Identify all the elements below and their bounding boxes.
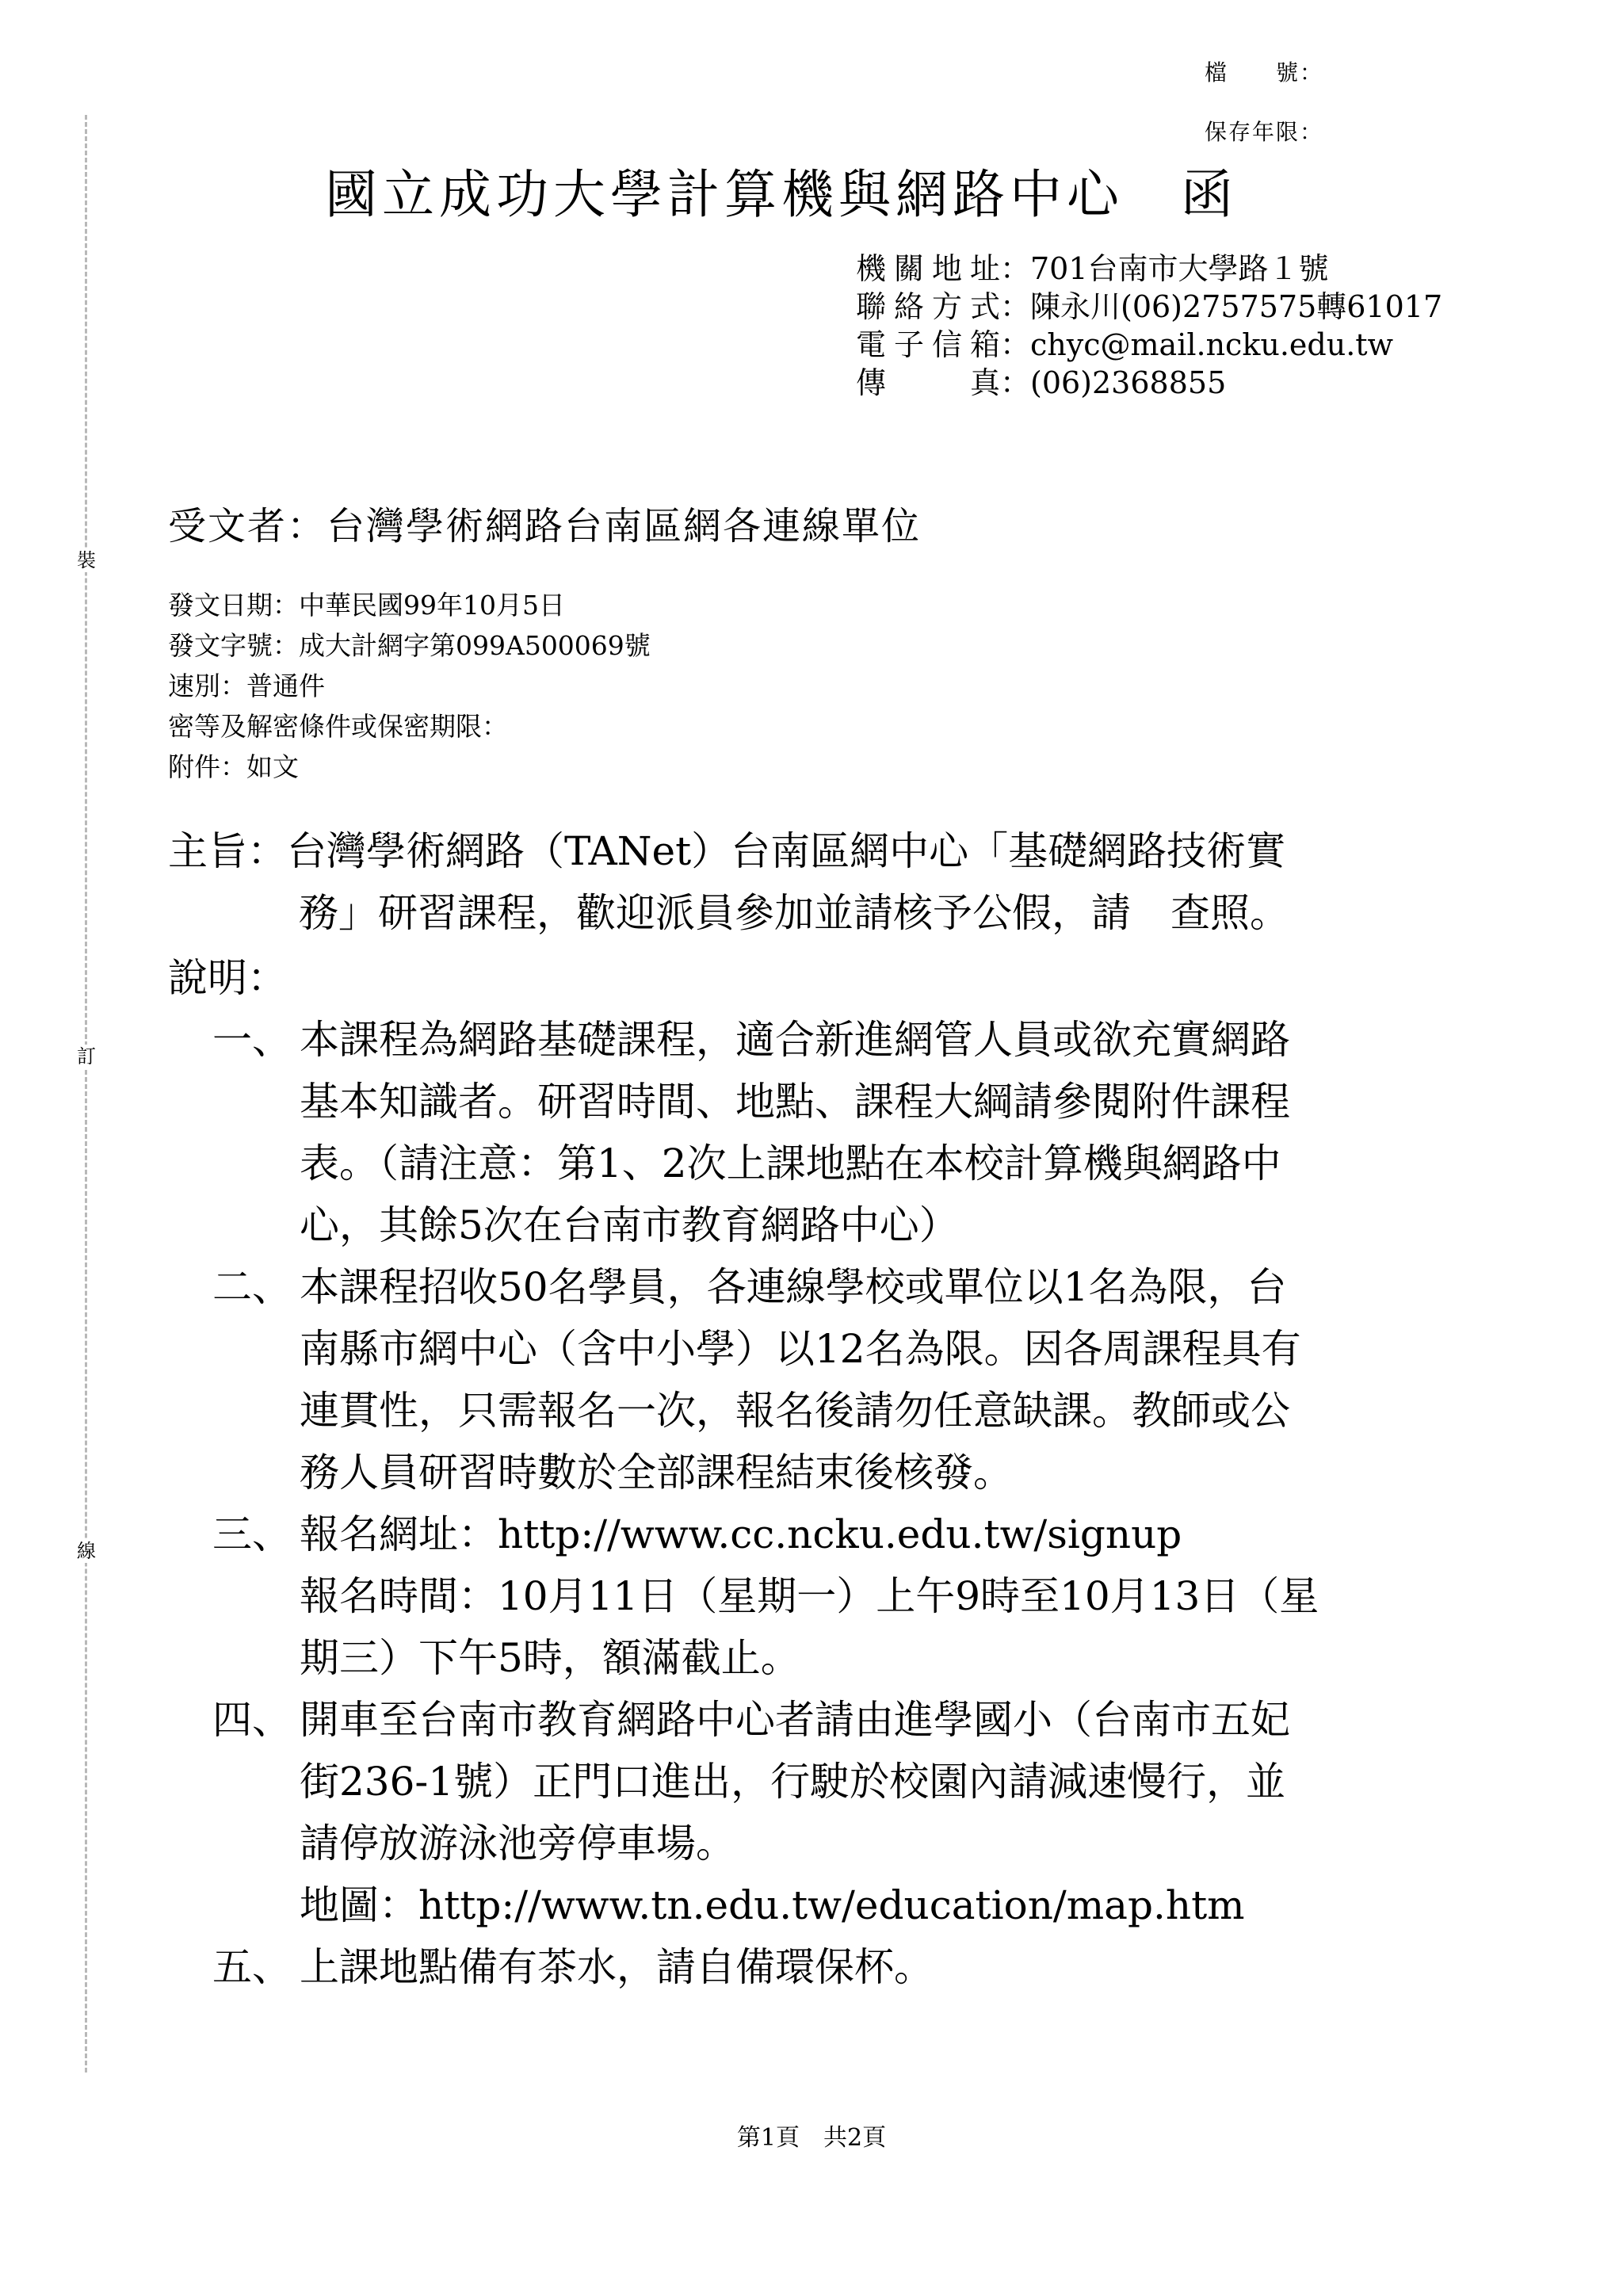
org-info-value: ：701台南市大學路１號 [1000,251,1329,286]
org-email [856,326,1442,364]
item-line: 請停放游泳池旁停車場。 [300,1820,735,1866]
binding-mark-xian: 線 [77,1540,96,1562]
item-number: 一、 [212,1017,292,1063]
item-line: 期三）下午5時，額滿截止。 [300,1635,800,1681]
explanation-item-4 [212,1689,1433,1751]
explanation-item-1 [212,1009,1433,1071]
subject-line: 務」研習課程，歡迎派員參加並請核予公假，請 查照。 [299,890,1289,936]
org-contact [856,288,1442,326]
org-info-value: ：chyc@mail.ncku.edu.tw [1000,327,1394,362]
org-info-block [856,250,1442,402]
item-line: 報名時間：10月11日（星期一）上午9時至10月13日（星 [300,1573,1319,1619]
explanation-item-2 [212,1256,1433,1318]
item-number: 五、 [212,1944,292,1990]
item-line: 連貫性，只需報名一次，報名後請勿任意缺課。教師或公 [300,1388,1290,1434]
page-number-footer: 第1頁 共2頁 [736,2124,887,2152]
item-line: 上課地點備有茶水，請自備環保杯。 [300,1944,934,1990]
explanation-item-3 [212,1503,1433,1565]
explanation-list [212,1009,1433,1998]
org-info-value: ：(06)2368855 [1000,365,1227,400]
item-line: 本課程為網路基礎課程，適合新進網管人員或欲充實網路 [300,1017,1290,1063]
document-number: 發文字號：成大計網字第099A500069號 [168,630,651,661]
binding-mark-zhuang: 裝 [77,549,96,571]
org-address [856,250,1442,288]
document-title: 國立成功大學計算機與網路中心 函 [325,164,1238,225]
item-number: 二、 [212,1264,292,1310]
subject-line: 主旨：台灣學術網路（TANet）台南區網中心「基礎網路技術實 [168,828,1286,874]
item-line: 本課程招收50名學員，各連線學校或單位以1名為限，台 [300,1264,1287,1310]
item-line: 基本知識者。研習時間、地點、課程大綱請參閱附件課程 [300,1079,1290,1125]
attachment: 附件：如文 [168,751,299,782]
issue-date: 發文日期：中華民國99年10月5日 [168,590,565,621]
org-info-key: 機關地址 [856,251,1000,286]
item-line: 心，其餘5次在台南市教育網路中心） [300,1202,959,1248]
item-line: 開車至台南市教育網路中心者請由進學國小（台南市五妃 [300,1697,1290,1743]
item-line: 南縣市網中心（含中小學）以12名為限。因各周課程具有 [300,1326,1301,1372]
org-info-key: 聯絡方式 [856,289,1000,324]
org-info-key: 傳 真 [856,365,1000,400]
map-url-line: 地圖：http://www.tn.edu.tw/education/map.htm [300,1882,1245,1928]
item-number: 三、 [212,1511,292,1557]
item-number: 四、 [212,1697,292,1743]
subject-section [168,820,1420,944]
signup-url-line: 報名網址：http://www.cc.ncku.edu.tw/signup [300,1511,1182,1557]
explanation-item-5 [212,1936,1433,1998]
item-line: 街236-1號）正門口進出，行駛於校園內請減速慢行，並 [300,1759,1286,1805]
binding-dashed-line [85,115,87,2073]
explanation-heading: 說明： [168,955,287,1001]
binding-mark-ding: 訂 [77,1045,96,1068]
org-info-key: 電子信箱 [856,327,1000,362]
org-info-value: ：陳永川(06)2757575轉61017 [1000,289,1443,324]
confidentiality: 密等及解密條件或保密期限： [168,711,508,742]
item-line: 務人員研習時數於全部課程結束後核發。 [300,1450,1013,1496]
retention-period-label: 保存年限： [1205,119,1324,145]
file-number-label: 檔 號： [1205,59,1324,86]
org-fax [856,364,1442,402]
item-line: 表。（請注意：第1、2次上課地點在本校計算機與網路中 [300,1140,1281,1186]
recipient-line: 受文者：台灣學術網路台南區網各連線單位 [168,504,922,548]
document-info-block [168,585,651,787]
urgency: 速別：普通件 [168,670,325,701]
